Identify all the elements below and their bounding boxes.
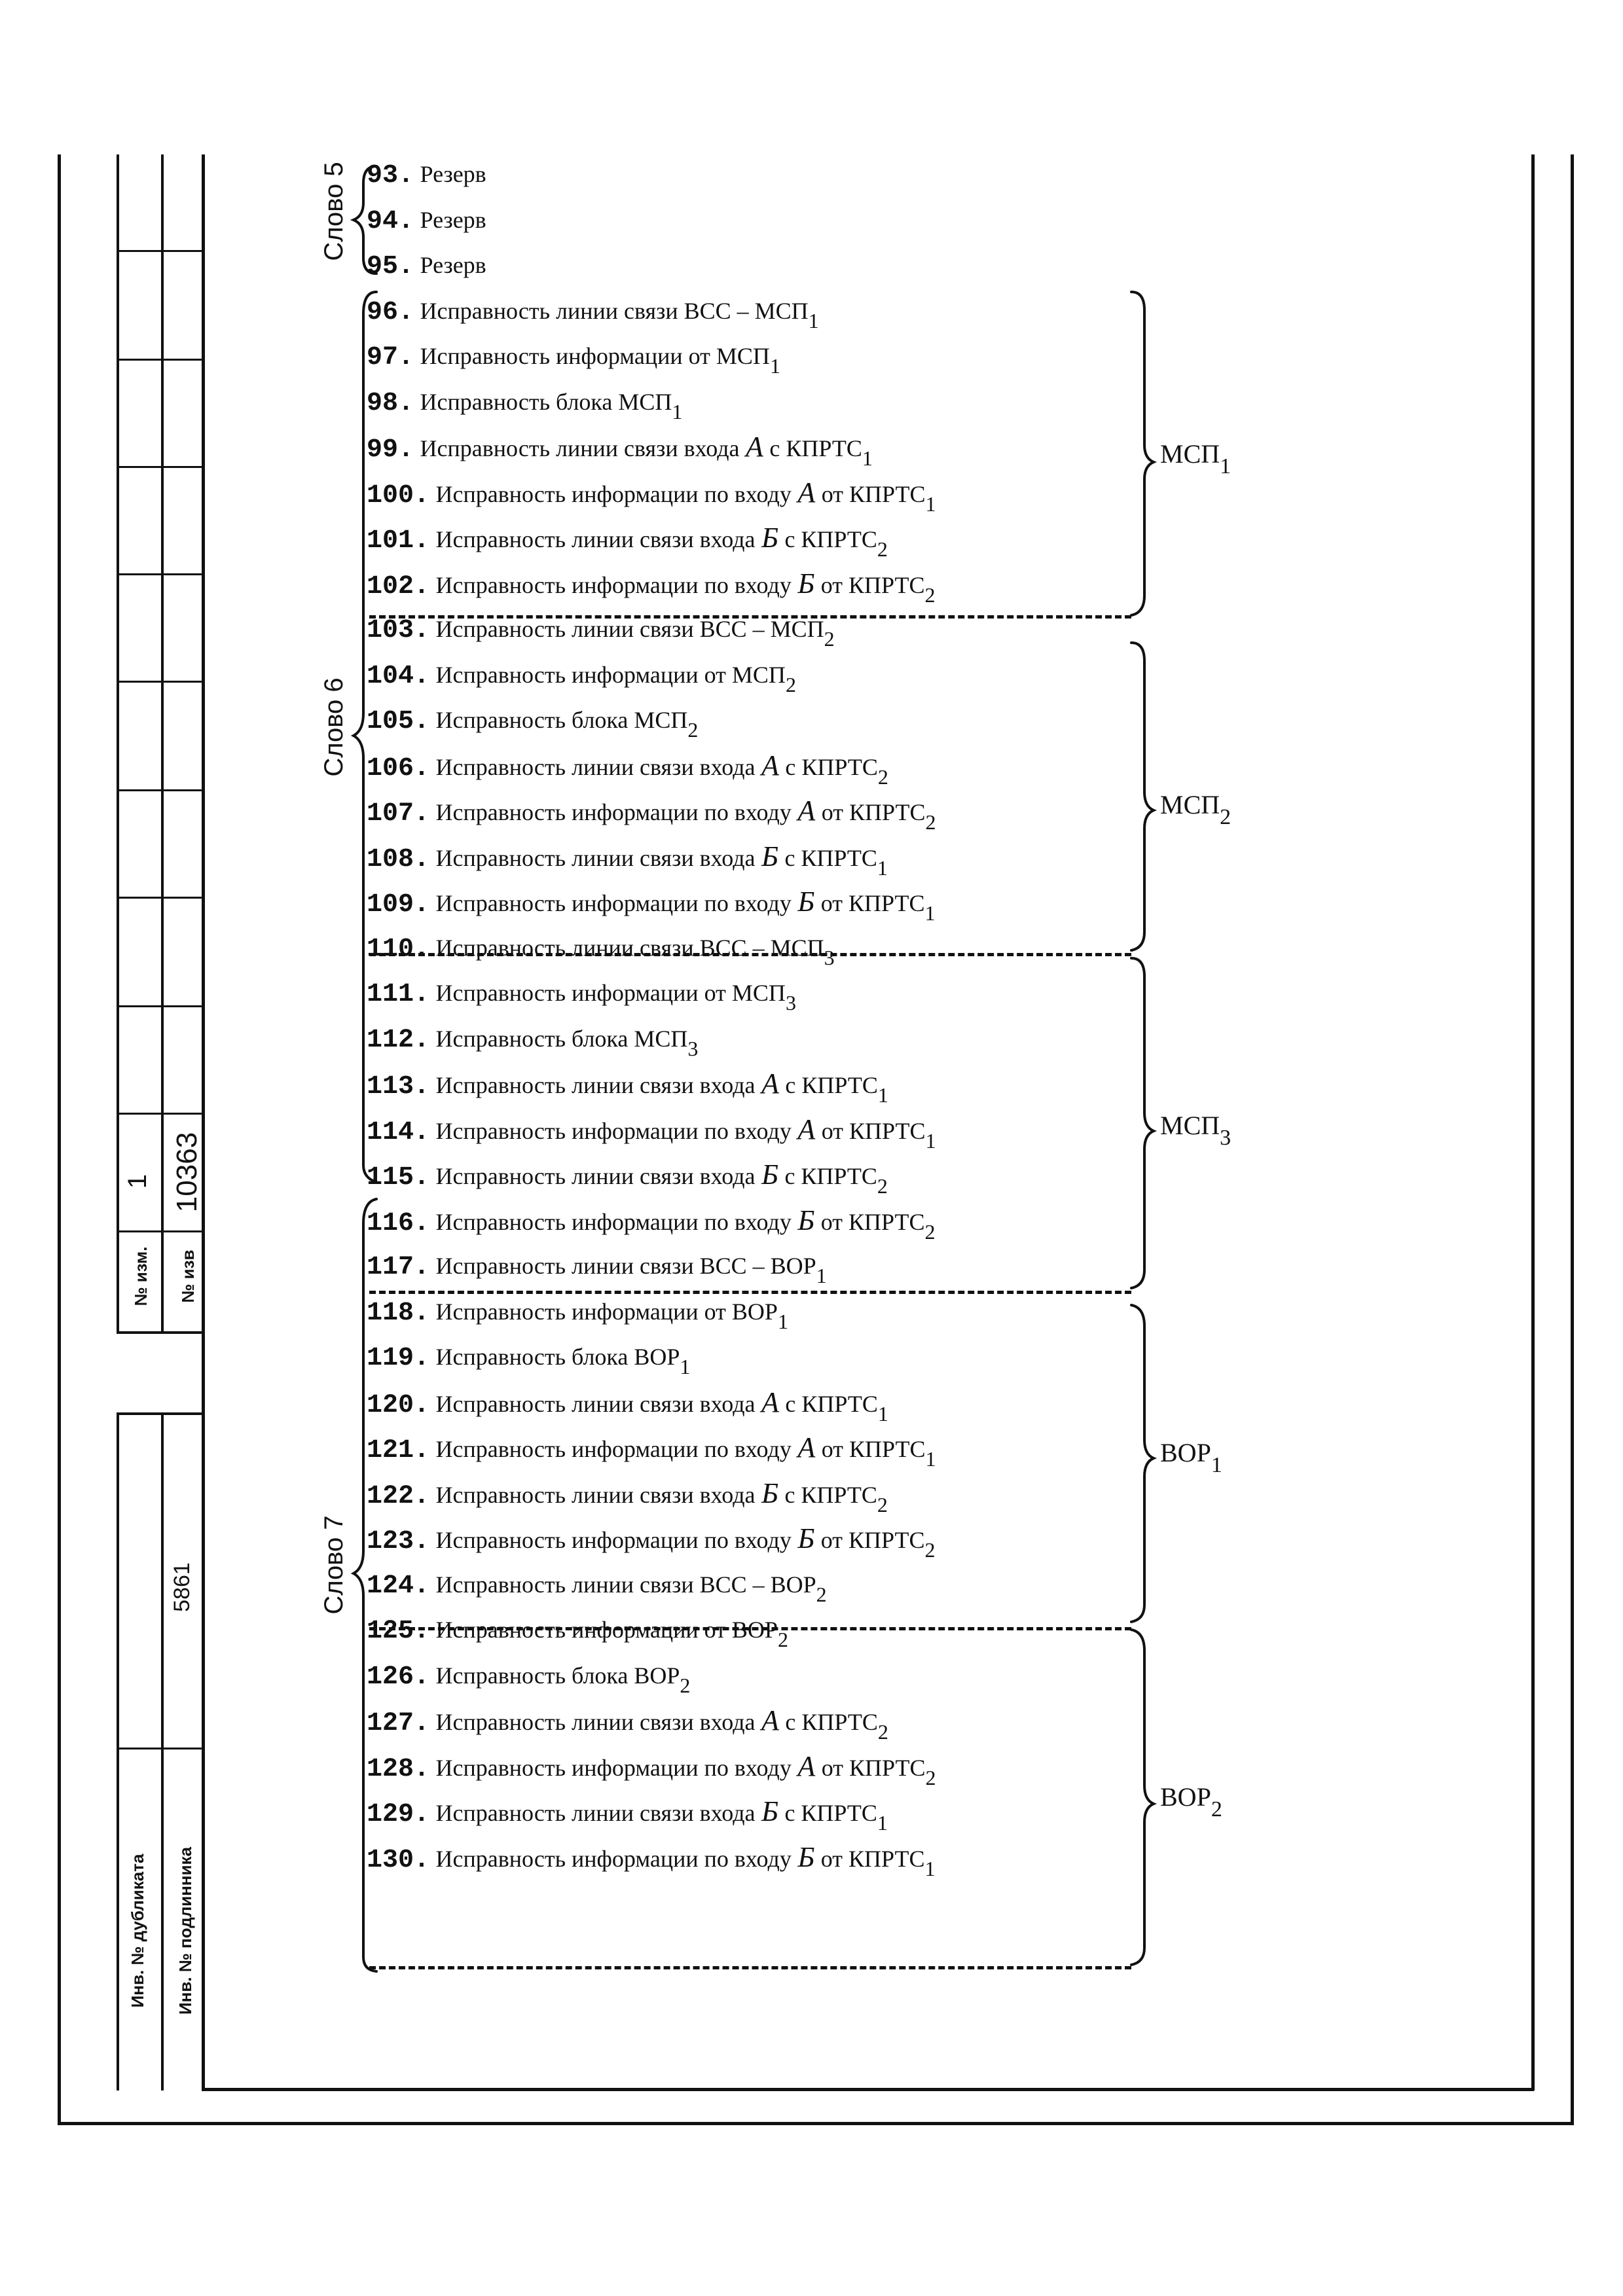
item-input-letter: Б: [797, 567, 815, 600]
item-subscript: 2: [687, 718, 699, 742]
item-subscript: 2: [785, 672, 796, 696]
item-number: 108.: [367, 844, 430, 874]
item-source: от КПРТС: [820, 890, 925, 916]
item-source: с КПРТС: [785, 753, 878, 780]
item-source: с КПРТС: [784, 1800, 877, 1826]
item-number: 94.: [367, 206, 414, 236]
item-source: с КПРТС: [784, 526, 877, 552]
item-subscript: 1: [769, 354, 780, 378]
item-number: 115.: [367, 1163, 430, 1193]
item-number: 104.: [367, 661, 430, 691]
item-input-letter: Б: [761, 1795, 778, 1827]
item-text: Резерв: [420, 206, 486, 233]
item-number: 96.: [367, 297, 414, 327]
list-item: [367, 564, 936, 610]
item-input-letter: Б: [797, 1840, 815, 1873]
list-item: [367, 291, 819, 337]
stamp-izm-label: № изм.: [131, 1246, 151, 1306]
item-text: Исправность линии связи входа: [435, 1800, 756, 1826]
list-item: [367, 1383, 888, 1429]
item-subscript: 1: [777, 1309, 788, 1333]
item-number: 100.: [367, 480, 430, 511]
list-item: [367, 336, 780, 382]
item-input-letter: А: [761, 1386, 779, 1418]
item-number: 121.: [367, 1436, 430, 1465]
item-source: от КПРТС: [821, 1117, 926, 1144]
list-item: [367, 837, 888, 883]
item-number: 117.: [367, 1253, 430, 1282]
item-number: 93.: [367, 161, 414, 190]
item-subscript: 2: [877, 764, 888, 789]
item-subscript: 1: [816, 1264, 827, 1287]
list-item: [367, 700, 698, 746]
list-item: [367, 382, 682, 428]
item-text: Исправность информации от ВОР: [435, 1617, 778, 1643]
item-text: Исправность линии связи входа: [435, 526, 756, 552]
item-subscript: 1: [877, 855, 888, 880]
list-item: [367, 1519, 936, 1565]
item-number: 109.: [367, 890, 430, 920]
item-number: 110.: [367, 934, 430, 964]
item-text: Исправность информации по входу: [435, 1436, 792, 1462]
item-number: 129.: [367, 1800, 430, 1829]
group-label-msp3: $МСП_3$: [1160, 1111, 1231, 1150]
item-number: 114.: [367, 1117, 430, 1147]
item-text: Исправность линии связи ВСС – МСП: [435, 616, 824, 642]
list-item: [367, 1201, 936, 1247]
item-number: 130.: [367, 1845, 430, 1875]
stamp-podlinnik-value: 5861: [170, 1562, 194, 1612]
word-label-6: Слово 6: [319, 677, 348, 777]
item-number: 105.: [367, 707, 430, 736]
list-item: [367, 518, 888, 564]
item-input-letter: Б: [797, 1522, 815, 1554]
list-item: [367, 973, 796, 1019]
item-text: Исправность информации по входу: [435, 1754, 792, 1781]
item-text: Исправность линии связи входа: [435, 1163, 756, 1189]
item-source: с КПРТС: [769, 435, 862, 461]
item-text: Исправность линии связи входа: [435, 1481, 756, 1508]
item-text: Исправность линии связи ВСС – ВОР: [435, 1253, 816, 1279]
item-source: от КПРТС: [821, 1436, 926, 1462]
list-item: [367, 154, 486, 200]
item-source: от КПРТС: [821, 1754, 926, 1781]
list-item: [367, 200, 486, 246]
item-input-letter: Б: [797, 886, 815, 918]
item-input-letter: Б: [797, 1204, 815, 1236]
list-item: [367, 882, 936, 928]
item-number: 112.: [367, 1025, 430, 1055]
item-subscript: 1: [877, 1083, 888, 1107]
item-text: Исправность линии связи входа: [435, 1390, 756, 1417]
item-text: Исправность блока ВОР: [435, 1344, 680, 1370]
item-number: 119.: [367, 1344, 430, 1373]
item-source: от КПРТС: [820, 1845, 925, 1872]
item-input-letter: А: [797, 1749, 816, 1782]
item-subscript: 1: [862, 446, 873, 470]
item-subscript: 1: [672, 399, 683, 423]
item-subscript: 2: [877, 1174, 888, 1198]
item-input-letter: Б: [761, 1477, 778, 1509]
item-text: Исправность блока МСП: [435, 707, 688, 733]
item-number: 103.: [367, 616, 430, 645]
item-text: Исправность линии связи входа: [435, 844, 756, 871]
group-label-msp1: $МСП_1$: [1160, 439, 1231, 478]
item-number: 113.: [367, 1072, 430, 1102]
item-input-letter: А: [797, 795, 816, 827]
list-item: [367, 1337, 690, 1383]
item-number: 127.: [367, 1709, 430, 1738]
separator-end: [369, 1966, 1131, 1969]
list-item: [367, 427, 873, 473]
item-subscript: 2: [925, 1765, 936, 1789]
word-label-5: Слово 5: [319, 162, 348, 261]
item-number: 102.: [367, 571, 430, 601]
list-item: [367, 1292, 788, 1338]
item-subscript: 2: [680, 1673, 691, 1697]
item-number: 122.: [367, 1481, 430, 1511]
right-brace-msp1: [1131, 292, 1154, 615]
item-subscript: 2: [777, 1628, 788, 1651]
list-item: [367, 928, 835, 974]
item-input-letter: А: [761, 749, 779, 781]
item-text: Исправность информации от МСП: [435, 661, 786, 688]
list-item: [367, 473, 936, 519]
item-number: 95.: [367, 252, 414, 281]
item-subscript: 1: [808, 308, 819, 332]
item-text: Исправность информации по входу: [435, 480, 792, 507]
item-source: от КПРТС: [820, 1208, 925, 1235]
item-input-letter: Б: [761, 1158, 778, 1191]
item-subscript: 2: [877, 1720, 888, 1744]
item-subscript: 1: [925, 1128, 936, 1153]
item-text: Исправность информации по входу: [435, 571, 792, 598]
list-item: [367, 1246, 827, 1292]
item-text: Резерв: [420, 161, 486, 187]
item-source: с КПРТС: [784, 844, 877, 871]
item-input-letter: Б: [761, 840, 778, 872]
item-text: Исправность информации от МСП: [435, 980, 786, 1006]
list-item: [367, 1155, 888, 1201]
right-brace-vor1: [1131, 1305, 1154, 1622]
item-source: от КПРТС: [820, 571, 925, 598]
item-subscript: 2: [924, 1538, 936, 1562]
item-subscript: 1: [877, 1811, 888, 1835]
list-item: [367, 746, 888, 792]
item-subscript: 1: [680, 1355, 691, 1378]
list-item: [367, 1701, 888, 1747]
list-item: [367, 1610, 788, 1656]
list-item: [367, 1747, 936, 1793]
group-label-msp2: $МСП_2$: [1160, 790, 1231, 829]
item-text: Исправность линии связи ВСС – МСП: [435, 934, 824, 961]
list-item: [367, 1019, 698, 1065]
item-text: Исправность линии связи ВСС – ВОР: [435, 1571, 816, 1598]
item-number: 107.: [367, 799, 430, 829]
item-text: Исправность информации по входу: [435, 890, 792, 916]
item-subscript: 1: [924, 901, 936, 925]
item-number: 123.: [367, 1527, 430, 1556]
stamp-dublikat-label: Инв. № дубликата: [128, 1854, 147, 2008]
item-subscript: 2: [924, 583, 936, 607]
item-subscript: 2: [824, 627, 835, 651]
item-text: Исправность линии связи ВСС – МСП: [420, 297, 809, 324]
item-input-letter: Б: [761, 522, 778, 554]
list-item: [367, 655, 796, 701]
stamp-izv-value: 10363: [171, 1132, 203, 1213]
item-subscript: 2: [877, 537, 888, 561]
list-item: [367, 791, 936, 837]
item-input-letter: А: [761, 1067, 779, 1100]
item-number: 128.: [367, 1754, 430, 1784]
item-text: Исправность информации от ВОР: [435, 1298, 778, 1325]
item-text: Исправность линии связи входа: [435, 1072, 756, 1098]
item-source: с КПРТС: [784, 1481, 877, 1508]
item-text: Исправность линии связи входа: [420, 435, 740, 461]
item-source: от КПРТС: [821, 480, 926, 507]
item-number: 99.: [367, 435, 414, 465]
stamp-izv-label: № изв: [178, 1249, 198, 1303]
item-source: от КПРТС: [821, 799, 926, 825]
item-number: 125.: [367, 1617, 430, 1646]
item-subscript: 3: [687, 1036, 699, 1060]
item-text: Исправность информации по входу: [435, 799, 792, 825]
item-subscript: 2: [925, 810, 936, 834]
item-text: Исправность информации по входу: [435, 1845, 792, 1872]
item-input-letter: А: [797, 476, 816, 509]
item-input-letter: А: [797, 1431, 816, 1463]
item-input-letter: А: [761, 1704, 779, 1736]
item-subscript: 1: [924, 1856, 936, 1880]
item-number: 111.: [367, 980, 430, 1009]
item-number: 116.: [367, 1208, 430, 1238]
list-item: [367, 1565, 827, 1611]
right-brace-vor2: [1131, 1630, 1154, 1965]
item-number: 97.: [367, 343, 414, 372]
item-text: Исправность информации по входу: [435, 1527, 792, 1553]
list-item: [367, 1656, 690, 1702]
item-source: с КПРТС: [785, 1390, 878, 1417]
item-source: с КПРТС: [785, 1072, 878, 1098]
item-subscript: 1: [925, 492, 936, 516]
list-item: [367, 1474, 888, 1520]
stamp-izm-value: 1: [123, 1174, 152, 1189]
item-text: Исправность блока ВОР: [435, 1662, 680, 1689]
stamp-podlinnik-label: Инв. № подлинника: [175, 1846, 195, 2015]
item-text: Исправность блока МСП: [435, 1025, 688, 1052]
item-number: 124.: [367, 1571, 430, 1601]
item-text: Исправность линии связи входа: [435, 753, 756, 780]
list-item: [367, 1064, 888, 1110]
item-subscript: 1: [877, 1401, 888, 1426]
item-text: Исправность информации от МСП: [420, 343, 770, 369]
item-text: Исправность информации по входу: [435, 1117, 792, 1144]
list-item: [367, 1838, 936, 1884]
right-brace-msp2: [1131, 643, 1154, 950]
list-item: [367, 1110, 936, 1156]
group-label-vor1: $ВОР_1$: [1160, 1438, 1222, 1477]
item-subscript: 2: [924, 1219, 936, 1244]
item-number: 106.: [367, 753, 430, 783]
list-item: [367, 609, 835, 655]
item-input-letter: А: [745, 431, 763, 463]
item-input-letter: А: [797, 1113, 816, 1145]
item-source: от КПРТС: [820, 1527, 925, 1553]
item-number: 120.: [367, 1390, 430, 1420]
item-text: Исправность блока МСП: [420, 388, 672, 415]
item-subscript: 2: [816, 1582, 827, 1606]
list-item: [367, 1792, 888, 1838]
item-number: 126.: [367, 1662, 430, 1692]
list-item: [367, 1428, 936, 1474]
item-number: 98.: [367, 388, 414, 418]
right-brace-msp3: [1131, 958, 1154, 1288]
item-subscript: 3: [785, 991, 796, 1014]
word-label-7: Слово 7: [319, 1515, 348, 1615]
group-label-vor2: $ВОР_2$: [1160, 1782, 1222, 1821]
item-subscript: 3: [824, 945, 835, 969]
item-subscript: 1: [925, 1447, 936, 1471]
item-source: с КПРТС: [785, 1709, 878, 1735]
item-text: Исправность информации по входу: [435, 1208, 792, 1235]
item-text: Исправность линии связи входа: [435, 1709, 756, 1735]
item-source: с КПРТС: [784, 1163, 877, 1189]
list-item: [367, 245, 486, 291]
item-text: Резерв: [420, 252, 486, 278]
item-number: 118.: [367, 1298, 430, 1328]
item-subscript: 2: [877, 1492, 888, 1516]
item-number: 101.: [367, 526, 430, 556]
